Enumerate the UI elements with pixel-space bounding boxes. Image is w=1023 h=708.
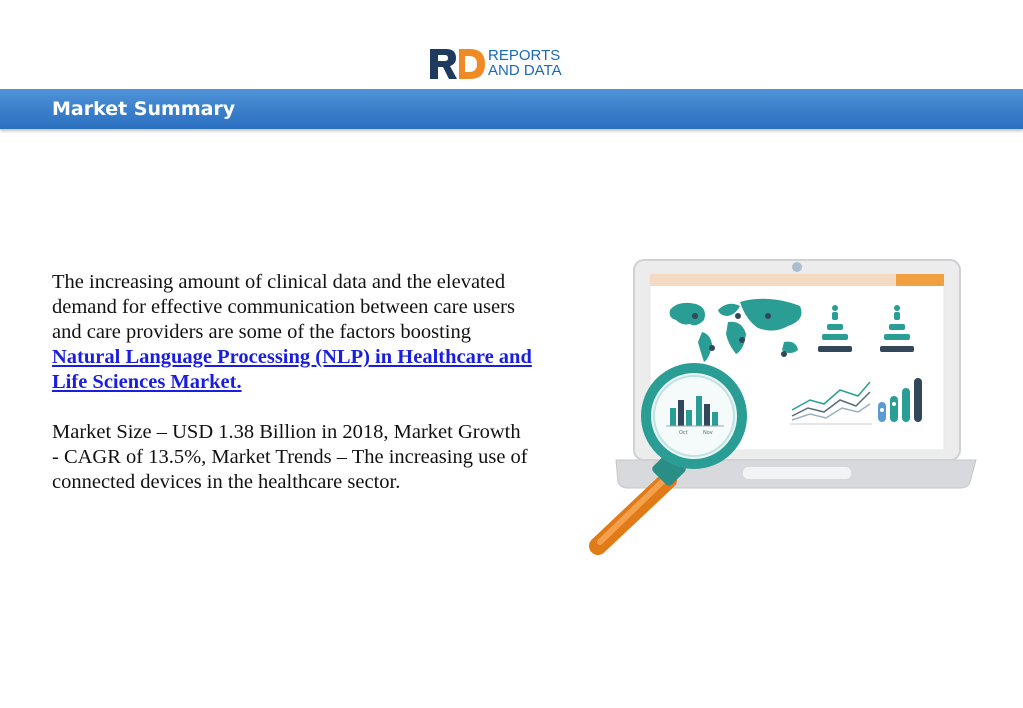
logo-wordmark <box>488 48 562 78</box>
reports-and-data-logo <box>430 46 580 82</box>
intro-text: The increasing amount of clinical data and the elevated demand for effective communication between care users and care providers are some of the factors boosting <box>52 271 515 343</box>
chart-month-label: Nov <box>703 430 713 436</box>
laptop-analytics-magnifier-icon <box>578 250 988 560</box>
chart-month-label: Oct <box>679 430 688 436</box>
section-banner <box>0 89 1023 129</box>
market-summary-text <box>52 270 532 495</box>
rd-logo-icon <box>430 46 486 82</box>
logo-line-2: AND DATA <box>488 62 562 79</box>
section-title: Market Summary <box>52 98 236 120</box>
market-report-link[interactable]: Natural Language Processing (NLP) in Healthcare and Life Sciences Market. <box>52 346 532 393</box>
logo-line-1: REPORTS <box>488 47 561 64</box>
intro-paragraph <box>52 270 532 395</box>
laptop-analytics-illustration <box>578 250 988 560</box>
details-paragraph: Market Size – USD 1.38 Billion in 2018, Market Growth - CAGR of 13.5%, Market Trends – The increasing use of connected devices in the healthcare sector. <box>52 421 528 493</box>
